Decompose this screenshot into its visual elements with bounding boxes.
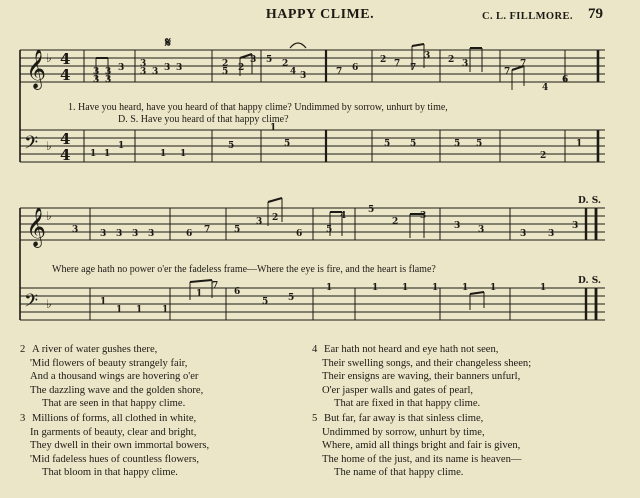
svg-text:1: 1	[118, 141, 125, 151]
svg-text:1: 1	[100, 297, 107, 307]
svg-text:1: 1	[180, 149, 187, 159]
verse-5: 5 But far, far away is that sinless clime, Undimmed by sorrow, unhurt by time, Where, amid all things bright and fair is given, The home of the just, and its name is heaven— The name of that happy clime.	[312, 413, 522, 479]
svg-text:3: 3	[454, 221, 461, 231]
segno-sign: 𝄋	[165, 35, 172, 51]
bass-clef-icon-2: 𝄢	[24, 291, 39, 316]
svg-text:7: 7	[410, 63, 417, 73]
svg-text:5: 5	[222, 67, 229, 77]
svg-text:5: 5	[454, 139, 461, 149]
svg-text:1: 1	[162, 305, 169, 315]
svg-text:2: 2	[448, 55, 455, 65]
svg-text:7: 7	[336, 67, 343, 77]
svg-text:3: 3	[478, 225, 485, 235]
verse-number: 3	[20, 413, 26, 424]
svg-text:5: 5	[234, 225, 241, 235]
svg-text:1: 1	[540, 283, 547, 293]
page-number: 79	[588, 6, 603, 22]
fermata-mark	[290, 43, 306, 48]
ds-mark-bottom: D. S.	[578, 276, 602, 286]
svg-text:6: 6	[562, 75, 569, 85]
svg-text:2: 2	[238, 63, 245, 73]
svg-text:3: 3	[164, 63, 171, 73]
svg-text:2: 2	[392, 217, 399, 227]
svg-text:5: 5	[284, 139, 291, 149]
shape-note-numerals	[72, 51, 582, 315]
svg-text:1: 1	[90, 149, 97, 159]
svg-text:3: 3	[424, 51, 431, 61]
time-sig-bottom-bass: 4	[60, 146, 71, 164]
svg-text:1: 1	[116, 305, 123, 315]
svg-text:7: 7	[504, 67, 511, 77]
svg-text:3: 3	[93, 75, 100, 85]
svg-text:3: 3	[300, 71, 307, 81]
svg-text:1: 1	[432, 283, 439, 293]
svg-text:3: 3	[132, 229, 139, 239]
time-sig-bottom: 4	[60, 66, 71, 84]
bass-clef-icon: 𝄢	[24, 133, 39, 158]
svg-text:5: 5	[384, 139, 391, 149]
svg-text:5: 5	[368, 205, 375, 215]
verse-number: 2	[20, 344, 26, 355]
svg-text:7: 7	[212, 281, 219, 291]
svg-text:2: 2	[540, 151, 547, 161]
svg-text:6: 6	[234, 287, 241, 297]
svg-text:1: 1	[372, 283, 379, 293]
svg-text:3: 3	[152, 67, 159, 77]
svg-text:7: 7	[394, 59, 401, 69]
lyric-line-1-ds: D. S. Have you heard of that happy clime?	[118, 114, 289, 125]
verse-number: 4	[312, 344, 318, 355]
verse-number: 5	[312, 413, 318, 424]
hymn-title: HAPPY CLIME.	[265, 7, 375, 22]
treble-clef-icon-2: 𝄞	[26, 207, 47, 247]
svg-text:3: 3	[548, 229, 555, 239]
svg-text:3: 3	[462, 59, 469, 69]
svg-text:3: 3	[148, 229, 155, 239]
svg-text:3: 3	[105, 75, 112, 85]
svg-text:1: 1	[270, 123, 277, 133]
svg-text:3: 3	[93, 67, 100, 77]
svg-text:5: 5	[262, 297, 269, 307]
verse-2: 2 A river of water gushes there, 'Mid flowers of beauty strangely fair, And a thousand wings are hovering o'er The dazzling wave and the golden shore, That are seen in that happy clime.	[20, 344, 204, 410]
svg-text:1: 1	[490, 283, 497, 293]
svg-text:3: 3	[250, 55, 257, 65]
svg-text:3: 3	[256, 217, 263, 227]
svg-text:5: 5	[266, 55, 273, 65]
svg-text:5: 5	[326, 225, 333, 235]
flat-sign-icon: ♭	[46, 51, 52, 65]
svg-text:1: 1	[462, 283, 469, 293]
composer-name: C. L. FILLMORE.	[482, 11, 573, 22]
svg-text:3: 3	[105, 67, 112, 77]
time-sig-top: 4	[60, 50, 71, 68]
svg-text:2: 2	[222, 59, 229, 69]
lyric-line-2: Where age hath no power o'er the fadeless frame—Where the eye is fire, and the heart is flame?	[52, 264, 436, 275]
svg-text:2: 2	[282, 59, 289, 69]
svg-text:7: 7	[204, 225, 211, 235]
flat-sign-icon-4: ♭	[46, 297, 52, 311]
svg-text:1: 1	[576, 139, 583, 149]
treble-clef-icon: 𝄞	[26, 49, 47, 89]
time-sig-top-bass: 4	[60, 130, 71, 148]
svg-text:5: 5	[410, 139, 417, 149]
svg-text:3: 3	[176, 63, 183, 73]
flat-sign-icon-2: ♭	[46, 209, 52, 223]
svg-text:1: 1	[104, 149, 111, 159]
lyric-line-1: 1. Have you heard, have you heard of that happy clime? Undimmed by sorrow, unhurt by time,	[68, 102, 448, 113]
svg-text:3: 3	[118, 63, 125, 73]
svg-text:6: 6	[296, 229, 303, 239]
svg-text:4: 4	[340, 211, 347, 221]
svg-text:2: 2	[380, 55, 387, 65]
svg-text:1: 1	[160, 149, 167, 159]
svg-text:3: 3	[140, 67, 147, 77]
svg-text:5: 5	[228, 141, 235, 151]
verse-4: 4 Ear hath not heard and eye hath not seen, Their swelling songs, and their changeless sheen; Their ensigns are waving, their banners unfurl, O'er jasper walls and gates of pearl, That are fixed in that happy clime.	[312, 344, 532, 410]
svg-text:6: 6	[186, 229, 193, 239]
svg-text:4: 4	[542, 83, 549, 93]
svg-text:5: 5	[476, 139, 483, 149]
svg-text:1: 1	[326, 283, 333, 293]
svg-text:3: 3	[100, 229, 107, 239]
svg-text:1: 1	[402, 283, 409, 293]
svg-text:3: 3	[72, 225, 79, 235]
svg-text:1: 1	[136, 305, 143, 315]
svg-text:2: 2	[272, 213, 279, 223]
svg-text:3: 3	[116, 229, 123, 239]
svg-text:1: 1	[196, 289, 203, 299]
ds-mark-top: D. S.	[578, 196, 602, 206]
flat-sign-icon-3: ♭	[46, 139, 52, 153]
svg-text:4: 4	[290, 67, 297, 77]
svg-text:3: 3	[520, 229, 527, 239]
svg-text:6: 6	[352, 63, 359, 73]
verse-3: 3 Millions of forms, all clothed in white, In garments of beauty, clear and bright, They dwell in their own immortal bowers, 'Mid fadeless hues of countless flowers, That bloom in that happy clime.	[20, 413, 210, 479]
svg-text:5: 5	[288, 293, 295, 303]
svg-text:3: 3	[572, 221, 579, 231]
svg-text:3: 3	[140, 59, 147, 69]
svg-text:7: 7	[520, 59, 527, 69]
svg-text:3: 3	[420, 211, 427, 221]
